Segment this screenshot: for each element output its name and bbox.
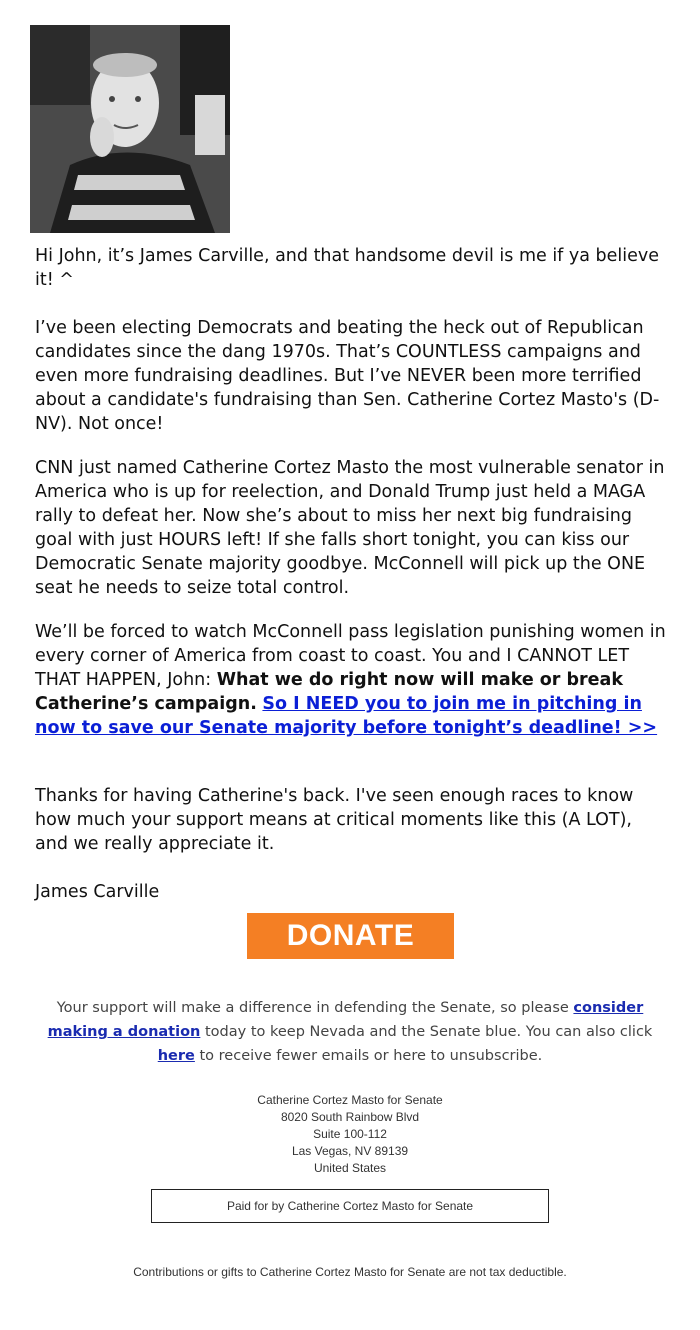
signature [35,880,667,904]
paid-for-box: Paid for by Catherine Cortez Masto for Senate [151,1189,549,1223]
thanks-paragraph [35,784,667,856]
portrait-photo [30,25,230,233]
address-line: Suite 100-112 [313,1127,387,1141]
paragraph-text: Hi John, it’s James Carville, and that handsome devil is me if ya believe it! ^ [35,246,660,290]
address-line: Las Vegas, NV 89139 [291,1144,409,1158]
tax-disclaimer: Contributions or gifts to Catherine Cortez Masto for Senate are not tax deductible. [133,1265,567,1279]
footer-text: today to keep Nevada and the Senate blue. You can also click [200,1024,653,1040]
donate-button[interactable]: DONATE [247,913,454,959]
signature-text: James Carville [35,882,160,902]
footer-text: Your support will make a difference in defending the Senate, so please [56,1000,574,1016]
address-line: Catherine Cortez Masto for Senate [257,1093,443,1107]
pitch-in-link[interactable]: So I NEED you to join me in pitching in now to save our Senate majority before tonight’s deadline! >> [35,694,658,738]
appeal-plain-text: We’ll be forced to watch McConnell pass legislation punishing women in every corner of America from coast to coast. You and I CANNOT LET THAT HAPPEN, John: [35,622,666,690]
consider-donation-link[interactable]: consider making a donation [47,1000,644,1040]
appeal-bold-text: What we do right now will make or break Catherine’s campaign. [35,670,623,714]
paragraph-text: I’ve been electing Democrats and beating the heck out of Republican candidates since the dang 1970s. That’s COUNTLESS campaigns and even more fundraising deadlines. But I’ve NEVER been more terrified about a candidate's fundraising than Sen. Catherine Cortez Masto's (D-NV). Not once! [35,318,660,434]
paragraph-text [35,620,667,740]
urgency-paragraph [35,456,667,600]
fewer-emails-link[interactable]: here [157,1048,195,1064]
appeal-paragraph [35,620,667,740]
greeting-paragraph [35,244,667,292]
portrait-image [30,25,230,233]
intro-paragraph [35,316,667,436]
address-line: 8020 South Rainbow Blvd [280,1110,420,1124]
mailing-address [200,1092,500,1177]
paragraph-text: CNN just named Catherine Cortez Masto the most vulnerable senator in America who is up for reelection, and Donald Trump just held a MAGA rally to defeat her. Now she’s about to miss her next big fundraising goal with just HOURS left! If she falls short tonight, you can kiss our Democratic Senate majority goodbye. McConnell will pick up the ONE seat he needs to seize total control. [35,458,665,598]
footer-note [45,996,655,1068]
footer-text: to receive fewer emails or here to unsubscribe. [194,1048,543,1064]
address-line: United States [313,1161,387,1175]
paragraph-text: Thanks for having Catherine's back. I've seen enough races to know how much your support means at critical moments like this (A LOT), and we really appreciate it. [35,786,634,854]
